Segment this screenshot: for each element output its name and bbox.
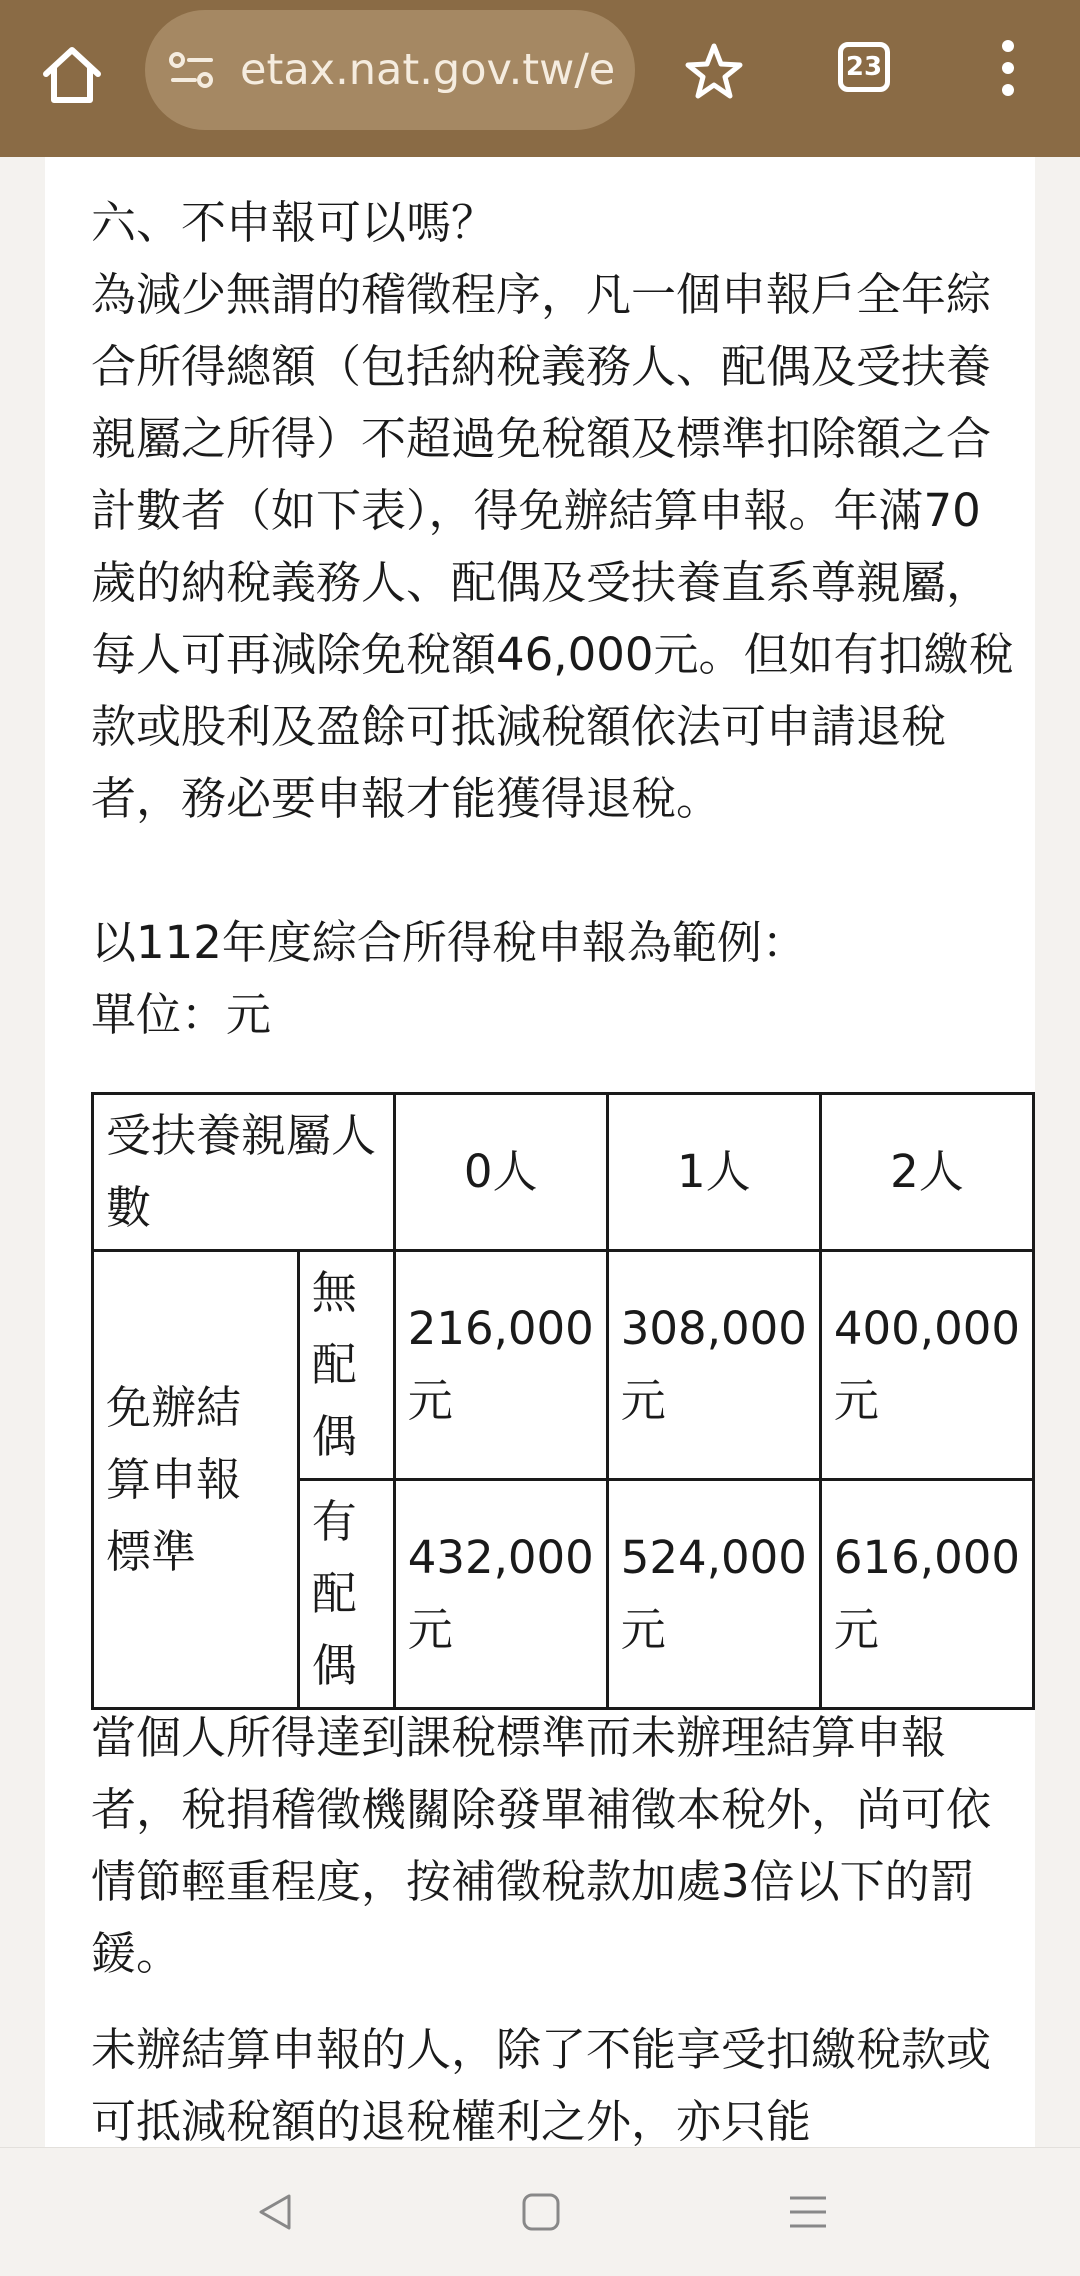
home-icon[interactable]: [36, 38, 108, 110]
browser-toolbar: [0, 0, 1080, 157]
body-paragraph: 為減少無謂的稽徵程序，凡一個申報戶全年綜合所得總額（包括納稅義務人、配偶及受扶養親屬之所得）不超過免稅額及標準扣除額之合計數者（如下表），得免辦結算申報。年滿70歲的納稅義務人、配偶及受扶養直系尊親屬，每人可再減除免稅額46,000元。但如有扣繳稅款或股利及盈餘可抵減稅額依法可申請退稅者，務必要申報才能獲得退稅。: [91, 268, 1014, 825]
system-nav-bar: [0, 2147, 1080, 2276]
penalty-paragraph: 當個人所得達到課稅標準而未辦理結算申報者，稅捐稽徵機關除發單補徵本稅外，尚可依情節輕重程度，按補徵稅款加處3倍以下的罰鍰。: [91, 1711, 992, 1980]
row-label: 有配偶: [298, 1480, 394, 1709]
table-cell: 400,000元: [820, 1251, 1033, 1480]
column-header: 1人: [607, 1094, 820, 1251]
column-header: 2人: [820, 1094, 1033, 1251]
table-cell: 432,000元: [394, 1480, 607, 1709]
dependents-header: 受扶養親屬人數: [93, 1094, 395, 1251]
more-vert-icon[interactable]: [996, 40, 1020, 104]
table-cell: 524,000元: [607, 1480, 820, 1709]
site-settings-icon[interactable]: [167, 50, 217, 90]
url-text[interactable]: etax.nat.gov.tw/e: [240, 45, 616, 95]
trailing-paragraph: 未辦結算申報的人，除了不能享受扣繳稅款或可抵減稅額的退稅權利之外，亦只能: [91, 2023, 992, 2147]
table-header-row: [93, 1094, 1034, 1251]
table-cell: 616,000元: [820, 1480, 1033, 1709]
row-group-label: 免辦結算申報標準: [93, 1251, 299, 1709]
recent-apps-icon[interactable]: [786, 2192, 830, 2232]
star-icon[interactable]: [682, 40, 746, 104]
home-square-icon[interactable]: [519, 2192, 563, 2232]
page-content: [45, 157, 1035, 2147]
table-row: [93, 1251, 1034, 1480]
exemption-table: [91, 1092, 1035, 1710]
back-icon[interactable]: [253, 2192, 297, 2232]
unit-label: 單位：元: [91, 988, 272, 1041]
row-label: 無配偶: [298, 1251, 394, 1480]
tabs-icon[interactable]: 23: [838, 42, 890, 92]
section-heading: 六、不申報可以嗎？: [91, 196, 497, 249]
example-caption: 以112年度綜合所得稅申報為範例：: [91, 916, 807, 969]
address-bar[interactable]: [145, 10, 635, 130]
table-cell: 308,000元: [607, 1251, 820, 1480]
column-header: 0人: [394, 1094, 607, 1251]
table-cell: 216,000元: [394, 1251, 607, 1480]
